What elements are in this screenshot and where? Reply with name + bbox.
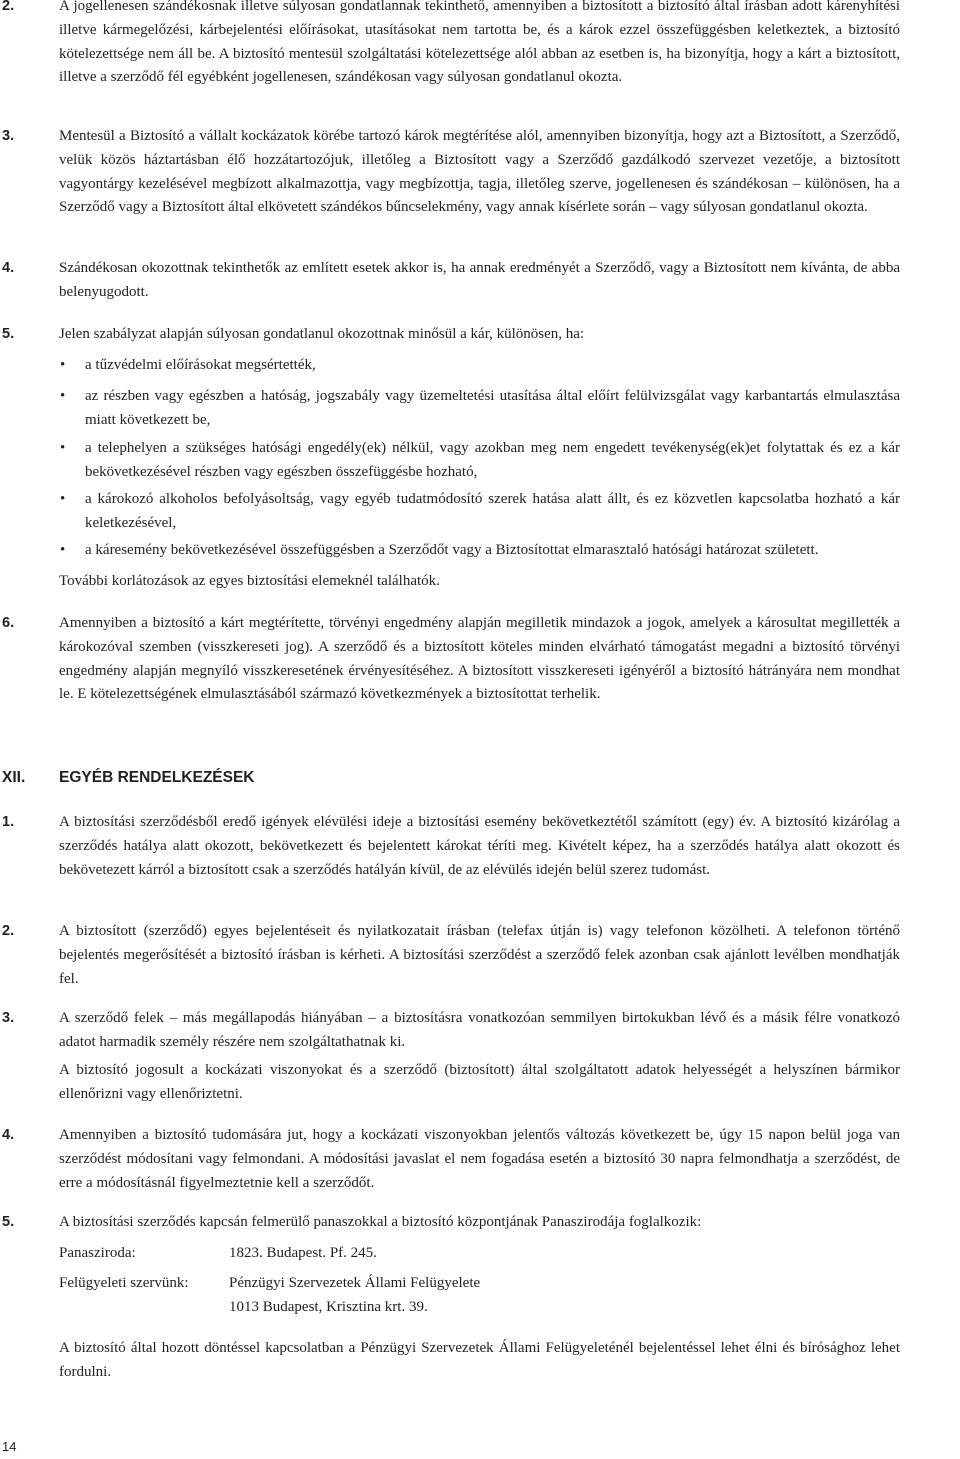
section-paragraph-3-continued (0, 1059, 900, 1107)
address-label: Panasziroda: (59, 1245, 136, 1261)
paragraph-2 (0, 0, 900, 90)
section-paragraph-2 (0, 920, 900, 991)
item-number: 1. (2, 814, 15, 830)
section-paragraph-3 (0, 1007, 900, 1055)
list-item-text: az részben vagy egészben a hatóság, jogszabály vagy üzemeltetési utasítása által előírt felülvizsgálat vagy karbantartás elmulasztása miatt következett be, (85, 388, 900, 428)
section-paragraph-4 (0, 1124, 900, 1195)
bullet-list (0, 539, 900, 563)
list-item-text: a káresemény bekövetkezésével összefüggésben a Szerződőt vagy a Biztosítottat elmarasztaló hatósági határozat született. (85, 542, 819, 558)
section-number: XII. (2, 769, 26, 786)
item-number: 5. (2, 326, 15, 342)
paragraph-text: A jogellenesen szándékosnak illetve súlyosan gondatlannak tekinthető, amennyiben a biztosított a biztosító által írásban adott kárenyhítési illetve kármegelőzési, kárbejelentési előírásokat, utasításokat nem tartotta be, és a károk ezzel összefüggésben keletkeztek, a biztosító kötelezettsége nem áll be. A biztosító mentesül szolgáltatási kötelezettsége alól abban az esetben is, ha bizonyítja, hogy a kárt a biztosított, illetve a szerződő fél egyébként jogellenesen, szándékosan vagy súlyosan gondatlanul okozta. (59, 0, 900, 86)
address-complaints-office (0, 1242, 900, 1266)
paragraph-text: Mentesül a Biztosító a vállalt kockázatok körébe tartozó károk megtérítése alól, amennyiben bizonyítja, hogy azt a Biztosított, a Szerződő, velük közös háztartásban élő hozzátartozójuk, illetőleg a Biztosított vagy a Szerződő gazdálkodó szervezet vezetője, a biztosított vagyontárgy kezelésével megbízott alkalmazottja, vagy megbízottja, tagja, illetőleg szerve, jogellenesen és szándékosan – különösen, ha a Szerződő vagy a Biztosított által elkövetett szándékos bűncselekmény, vagy annak kísérlete során – vagy súlyosan gondatlanul okozta. (59, 128, 900, 216)
address-value: 1823. Budapest. Pf. 245. (229, 1245, 377, 1261)
paragraph-4 (0, 257, 900, 305)
paragraph-text: Amennyiben a biztosító tudomására jut, hogy a kockázati viszonyokban jelentős változás következett be, úgy 15 napon belül joga van szerződést módosítani vagy felmondani. A módosítási javaslat el nem fogadása esetén a biztosító 30 napra felmondhatja a szerződést, de erre a módosításnál figyelmeztetnie kell a szerződőt. (59, 1127, 900, 1191)
item-number: 3. (2, 128, 15, 144)
paragraph-text: A biztosító jogosult a kockázati viszonyokat és a szerződő (biztosított) által szolgáltatott adatok helyességét a helyszínen bármikor ellenőrizni vagy ellenőriztetni. (59, 1062, 900, 1102)
section-paragraph-5-closing (0, 1337, 900, 1385)
paragraph-text: További korlátozások az egyes biztosítási elemeknél találhatók. (59, 573, 440, 589)
item-number: 2. (2, 923, 15, 939)
list-item (59, 385, 900, 433)
address-value-group (229, 1272, 480, 1320)
item-number: 4. (2, 1127, 15, 1143)
bullet-list (0, 488, 900, 536)
item-number: 2. (2, 0, 15, 14)
paragraph-text: A szerződő felek – más megállapodás hiányában – a biztosításra vonatkozóan semmilyen birtokukban lévő és a másik félre vonatkozó adatot harmadik személy részére nem szolgáltathatnak ki. (59, 1010, 900, 1050)
list-item (59, 437, 900, 485)
address-value-line-2: 1013 Budapest, Krisztina krt. 39. (229, 1298, 428, 1315)
paragraph-text: A biztosítási szerződésből eredő igények elévülési ideje a biztosítási esemény bekövetkeztétől számított (egy) év. A biztosító kizárólag a szerződés hatálya alatt okozott, bekövetkezett és bejelentett károkat téríti meg. Kivételt képez, ha a szerződés hatálya alatt okozott és bekövetezett kárról a biztosított csak a szerződés hatályán kívül, de az elévülés idején belül szerez tudomást. (59, 814, 900, 878)
address-label: Felügyeleti szervünk: (59, 1275, 189, 1291)
list-item (59, 539, 900, 563)
paragraph-text: A biztosítási szerződés kapcsán felmerülő panaszokkal a biztosító központjának Panaszirodája foglalkozik: (59, 1214, 702, 1230)
paragraph-5-outro (0, 570, 900, 594)
section-paragraph-1 (0, 811, 900, 882)
paragraph-6 (0, 612, 900, 707)
bullet-list (0, 354, 900, 378)
bullet-icon: • (60, 357, 66, 373)
list-item (59, 488, 900, 536)
section-heading (0, 766, 255, 790)
bullet-icon: • (60, 388, 66, 404)
paragraph-text: Amennyiben a biztosító a kárt megtérítette, törvényi engedmény alapján megilletik mindazok a jogok, amelyek a károsultat megillették a károkozóval szemben (visszkereseti jog). A szerződő és a biztosított köteles minden elvárható támogatást megadni a biztosító törvényi engedmény alapján megnyíló visszkeresetének érvényesítéséhez. A biztosított visszkereseti igényéről a biztosító hátrányára nem mondhat le. E kötelezettségének elmulasztásából származó következmények a biztosítottat terhelik. (59, 615, 900, 703)
item-number: 3. (2, 1010, 15, 1026)
bullet-list (0, 437, 900, 485)
list-item (59, 354, 900, 378)
paragraph-3 (0, 125, 900, 220)
bullet-icon: • (60, 440, 66, 456)
paragraph-text: Szándékosan okozottnak tekinthetők az említett esetek akkor is, ha annak eredményét a Szerződő, vagy a Biztosított nem kívánta, de abba belenyugodott. (59, 260, 900, 300)
paragraph-5 (0, 323, 900, 347)
bullet-icon: • (60, 491, 66, 507)
list-item-text: a károkozó alkoholos befolyásoltság, vagy egyéb tudatmódosító szerek hatása alatt állt, és ez közvetlen kapcsolatba hozható a kár keletkezésével, (85, 491, 900, 531)
item-number: 5. (2, 1214, 15, 1230)
section-title: EGYÉB RENDELKEZÉSEK (59, 769, 255, 786)
address-supervisory-authority (0, 1272, 900, 1320)
paragraph-text: Jelen szabályzat alapján súlyosan gondatlanul okozottnak minősül a kár, különösen, ha: (59, 326, 585, 342)
paragraph-text: A biztosító által hozott döntéssel kapcsolatban a Pénzügyi Szervezetek Állami Felügyeleténél bejelentéssel lehet élni és bírósághoz lehet fordulni. (59, 1340, 900, 1380)
item-number: 6. (2, 615, 15, 631)
list-item-text: a tűzvédelmi előírásokat megsértették, (85, 357, 316, 373)
bullet-icon: • (60, 542, 66, 558)
list-item-text: a telephelyen a szükséges hatósági engedély(ek) nélkül, vagy azokban meg nem engedett tevékenység(ek)et folytattak és ez a kár bekövetkezésével részben vagy egészben összefüggésbe hozható, (85, 440, 900, 480)
paragraph-text: A biztosított (szerződő) egyes bejelentéseit és nyilatkozatait írásban (telefax útján is) vagy telefonon közölheti. A telefonon történő bejelentés megerősítését a biztosító írásban is kérheti. A biztosítási szerződést a szerződő felek azonban csak ajánlott levélben mondhatják fel. (59, 923, 900, 987)
section-paragraph-5 (0, 1211, 900, 1235)
address-value-line-1: Pénzügyi Szervezetek Állami Felügyelete (229, 1275, 481, 1291)
item-number: 4. (2, 260, 15, 276)
bullet-list (0, 385, 900, 433)
page-number: 14 (2, 1439, 17, 1454)
